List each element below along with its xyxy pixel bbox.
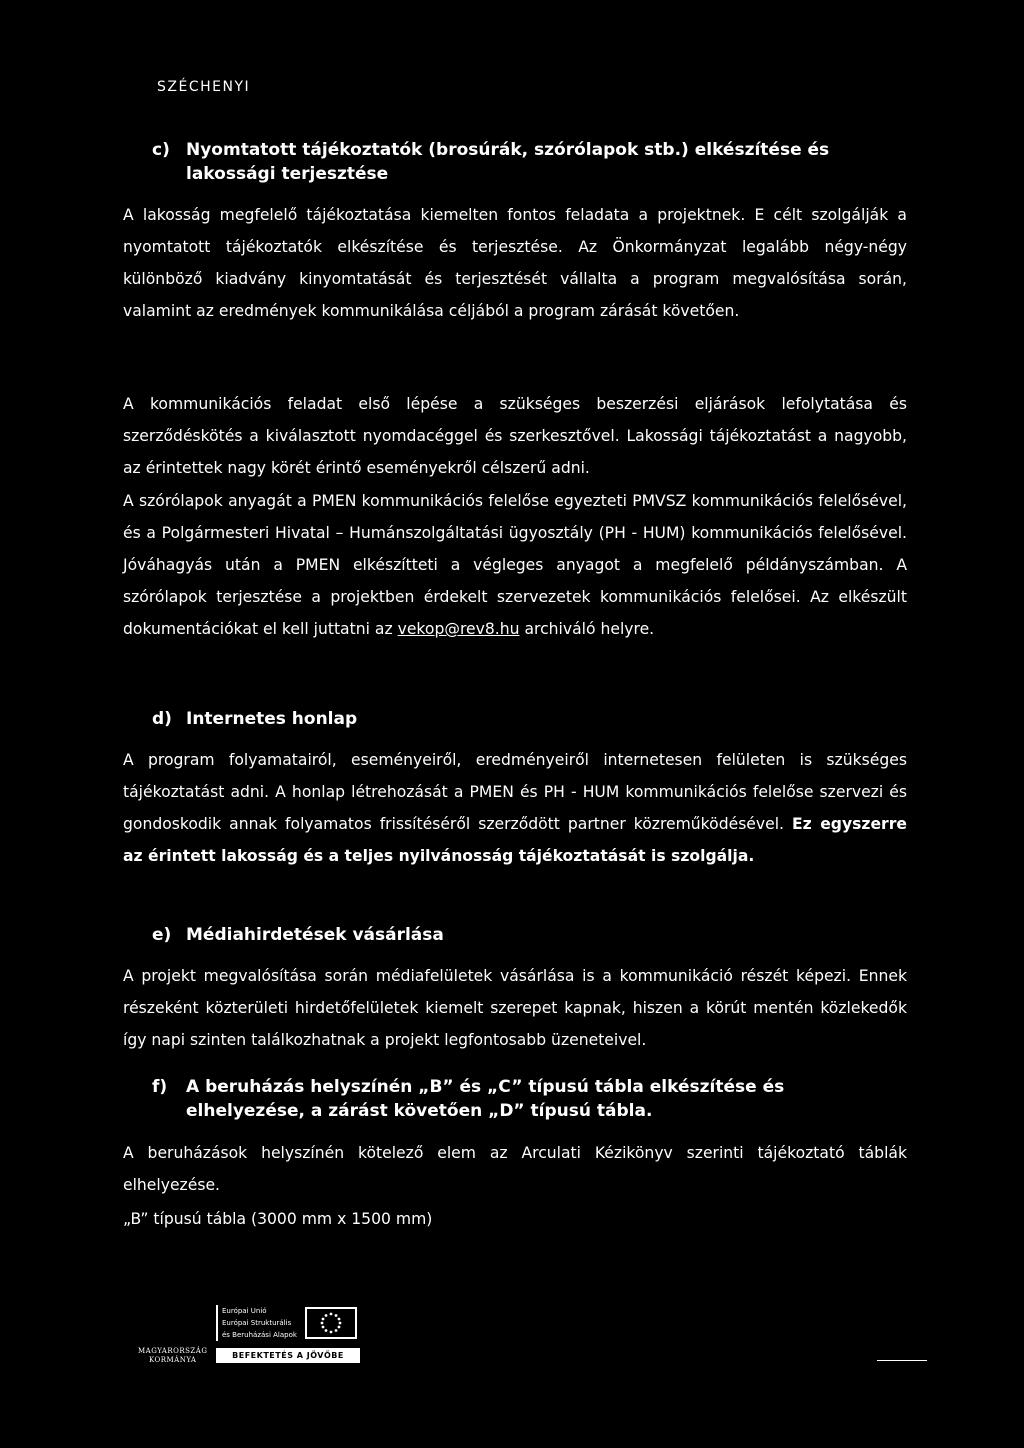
eu-line1: Európai Unió xyxy=(222,1307,267,1315)
section-d-para-bold: Ez egyszerre az érintett lakosság és a teljes nyilvánosság tájékoztatását is szolgálja. xyxy=(123,815,907,865)
gov-line2: KORMÁNYA xyxy=(148,1356,197,1364)
section-c-para2: A kommunikációs feladat első lépése a szükséges beszerzési eljárások lefolytatása és szerződéskötés a kiválasztott nyomdacéggel és szerkesztővel. Lakossági tájékoztatást a nagyobb, az érintettek nagy körét érintő eseményekről célszerű adni. xyxy=(123,395,907,477)
section-e-para: A projekt megvalósítása során médiafelületek vásárlása is a kommunikáció részét képezi. Ennek részeként közterületi hirdetőfelületek kiemelt szerepet kapnak, hiszen a körút mentén közlekedők így napi szinten találkozhatnak a projekt legfontosabb üzeneteivel. xyxy=(123,967,907,1049)
section-d-title-text: Internetes honlap xyxy=(186,709,358,729)
section-f-title xyxy=(152,1075,784,1123)
eu-line2: Európai Strukturális xyxy=(222,1319,292,1327)
section-c-letter: c) xyxy=(152,140,170,160)
section-f-letter: f) xyxy=(152,1077,168,1097)
email-link[interactable]: vekop@rev8.hu xyxy=(397,620,520,638)
section-c-para3 xyxy=(123,485,907,645)
eu-banner: BEFEKTETÉS A JÖVŐBE xyxy=(216,1348,360,1363)
section-d-para-text: A program folyamatairól, eseményeiről, eredményeiről internetesen felületen is szükséges tájékoztatást adni. A honlap létrehozását a PMEN és PH - HUM kommunikációs felelőse szervezi és gondoskodik annak folyamatos frissítéséről szerződött partner közreműködésével. xyxy=(123,751,907,833)
footer xyxy=(0,1305,1024,1385)
footer-divider xyxy=(877,1360,927,1361)
section-e-title-text: Médiahirdetések vásárlása xyxy=(186,925,444,945)
section-c-para3-text: A szórólapok anyagát a PMEN kommunikációs felelőse egyezteti PMVSZ kommunikációs felelősével, és a Polgármesteri Hivatal – Humánszolgáltatási ügyosztály (PH - HUM) kommunikációs felelősével. Jóváhagyás után a PMEN elkészítteti a végleges anyagot a megfelelő példányszámban. A szórólapok terjesztése a projektben érdekelt szervezetek kommunikációs felelősei. Az elkészült dokumentációkat el kell juttatni az xyxy=(123,492,907,638)
section-d-letter: d) xyxy=(152,709,172,729)
section-f-table-b: „B” típusú tábla (3000 mm x 1500 mm) xyxy=(123,1210,433,1228)
section-c-title-line2: lakossági terjesztése xyxy=(186,164,389,184)
section-c-para3-end: archiváló helyre. xyxy=(524,620,655,638)
gov-line1: MAGYARORSZÁG xyxy=(138,1347,208,1355)
section-f-title-line1: A beruházás helyszínén „B” és „C” típusú tábla elkészítése és xyxy=(186,1077,785,1097)
section-d-title xyxy=(152,707,357,731)
eu-line3: és Beruházási Alapok xyxy=(222,1331,297,1339)
eu-flag-icon xyxy=(305,1307,357,1339)
section-f-para: A beruházások helyszínén kötelező elem az Arculati Kézikönyv szerinti tájékoztató táblák elhelyezése. xyxy=(123,1144,907,1194)
section-f-title-line2: elhelyezése, a zárást követően „D” típusú tábla. xyxy=(186,1101,653,1121)
section-d-para xyxy=(123,744,907,872)
section-c-title xyxy=(152,138,829,186)
government-logo-text xyxy=(138,1347,207,1365)
section-c-para1: A lakosság megfelelő tájékoztatása kiemelten fontos feladata a projektnek. E célt szolgálják a nyomtatott tájékoztatók elkészítése és terjesztése. Az Önkormányzat legalább négy-négy különböző kiadvány kinyomtatását és terjesztését vállalta a program megvalósítása során, valamint az eredmények kommunikálása céljából a program zárását követően. xyxy=(123,206,907,320)
header-brand: SZÉCHENYI xyxy=(157,79,251,95)
section-e-title xyxy=(152,923,444,947)
section-e-letter: e) xyxy=(152,925,172,945)
section-c-title-line1: Nyomtatott tájékoztatók (brosúrák, szórólapok stb.) elkészítése és xyxy=(186,140,830,160)
